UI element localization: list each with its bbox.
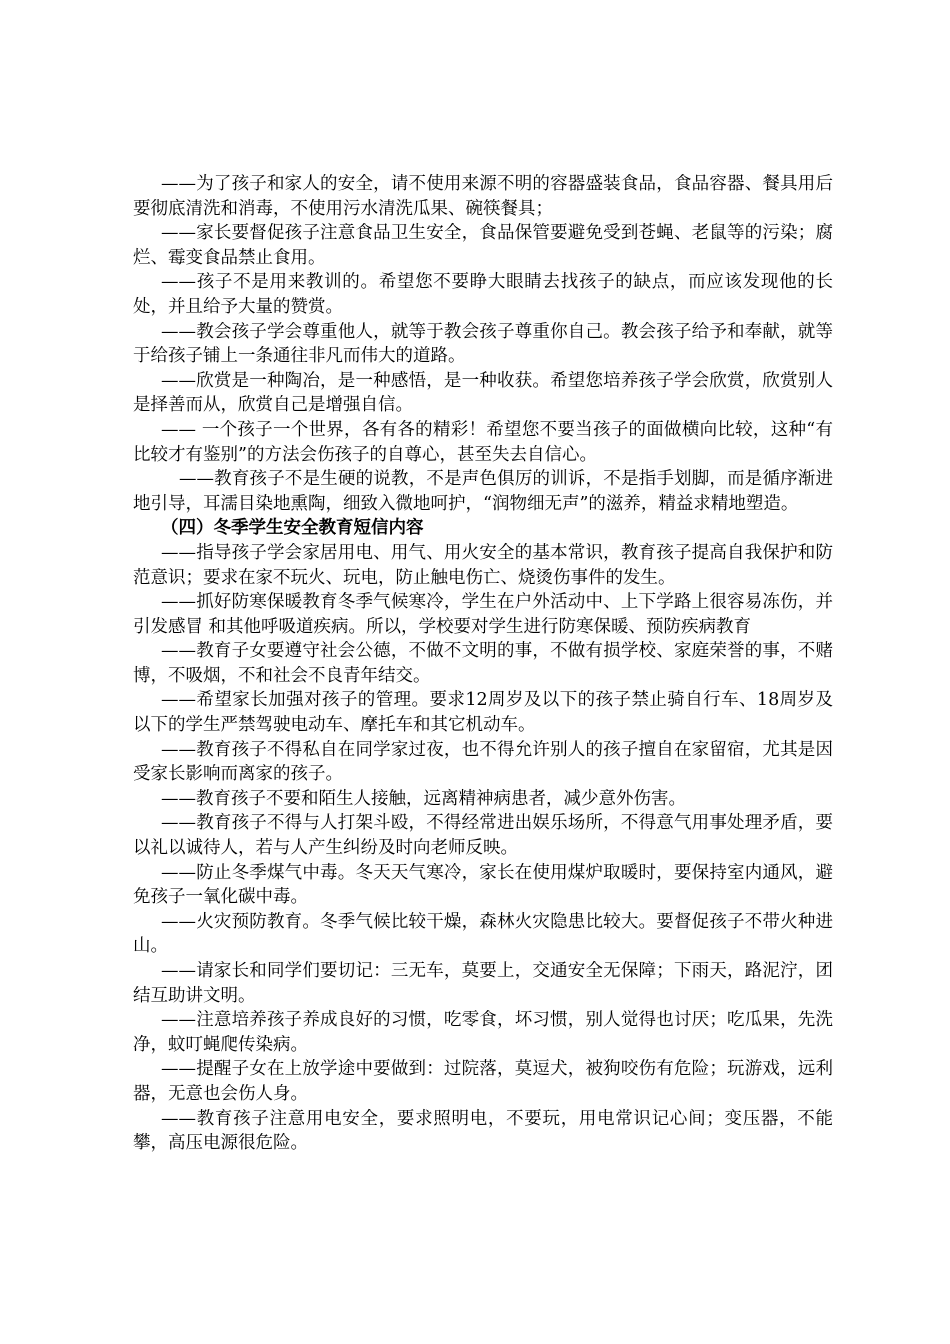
paragraph: ——教育孩子不要和陌生人接触，远离精神病患者，减少意外伤害。 bbox=[161, 788, 686, 809]
paragraph: ——请家长和同学们要切记：三无车，莫要上，交通安全无保障；下雨天，路泥泞，团结互助讲文明。 bbox=[133, 961, 833, 1006]
paragraph: ——防止冬季煤气中毒。冬天天气寒冷，家长在使用煤炉取暖时，要保持室内通风，避免孩子一氧化碳中毒。 bbox=[133, 862, 833, 908]
paragraph: ——抓好防寒保暖教育冬季气候寒冷，学生在户外活动中、上下学路上很容易冻伤，并引发感冒 和其他呼吸道疾病。所以，学校要对学生进行防寒保暖、预防疾病教育 bbox=[133, 592, 833, 637]
paragraph: ——希望家长加强对孩子的管理。要求12周岁及以下的孩子禁止骑自行车、18周岁及以下的学生严禁驾驶电动车、摩托车和其它机动车。 bbox=[133, 690, 833, 736]
paragraph: ——欣赏是一种陶冶，是一种感悟，是一种收获。希望您培养孩子学会欣赏，欣赏别人是择善而从，欣赏自己是增强自信。 bbox=[133, 370, 833, 416]
paragraph: ——火灾预防教育。冬季气候比较干燥，森林火灾隐患比较大。要督促孩子不带火种进山。 bbox=[133, 911, 833, 957]
paragraph: —— 一个孩子一个世界，各有各的精彩！希望您不要当孩子的面做横向比较，这种“有比较才有鉴别”的方法会伤孩子的自尊心，甚至失去自信心。 bbox=[133, 419, 833, 465]
paragraph: ——提醒子女在上放学途中要做到：过院落，莫逗犬，被狗咬伤有危险；玩游戏，远利器，无意也会伤人身。 bbox=[133, 1059, 833, 1104]
paragraph: ——注意培养孩子养成良好的习惯，吃零食，坏习惯，别人觉得也讨厌；吃瓜果，先洗净，蚊叮蝇爬传染病。 bbox=[133, 1010, 833, 1055]
paragraph: ——家长要督促孩子注意食品卫生安全，食品保管要避免受到苍蝇、老鼠等的污染；腐烂、霉变食品禁止食用。 bbox=[133, 223, 833, 268]
document-body bbox=[133, 172, 833, 1156]
paragraph: ——教育孩子注意用电安全，要求照明电，不要玩，用电常识记心间；变压器，不能攀，高压电源很危险。 bbox=[133, 1108, 833, 1154]
paragraph: ——指导孩子学会家居用电、用气、用火安全的基本常识，教育孩子提高自我保护和防范意识；要求在家不玩火、玩电，防止触电伤亡、烧烫伤事件的发生。 bbox=[133, 542, 833, 588]
section-heading: （四）冬季学生安全教育短信内容 bbox=[161, 518, 424, 539]
paragraph: ——为了孩子和家人的安全，请不使用来源不明的容器盛装食品，食品容器、餐具用后要彻底清洗和消毒，不使用污水清洗瓜果、碗筷餐具； bbox=[133, 174, 833, 219]
paragraph: ——教会孩子学会尊重他人，就等于教会孩子尊重你自己。教会孩子给予和奉献，就等于给孩子铺上一条通往非凡而伟大的道路。 bbox=[133, 321, 833, 367]
paragraph: ——教育孩子不得与人打架斗殴，不得经常进出娱乐场所，不得意气用事处理矛盾，要以礼以诚待人，若与人产生纠纷及时向老师反映。 bbox=[133, 813, 833, 859]
paragraph: ——教育孩子不是生硬的说教，不是声色俱厉的训诉，不是指手划脚，而是循序渐进地引导，耳濡目染地熏陶，细致入微地呵护，“润物细无声”的滋养，精益求精地塑造。 bbox=[133, 469, 833, 514]
paragraph: ——孩子不是用来教训的。希望您不要睁大眼睛去找孩子的缺点，而应该发现他的长处，并且给予大量的赞赏。 bbox=[133, 272, 833, 317]
paragraph: ——教育子女要遵守社会公德，不做不文明的事，不做有损学校、家庭荣誉的事，不赌博，不吸烟，不和社会不良青年结交。 bbox=[133, 641, 833, 686]
paragraph: ——教育孩子不得私自在同学家过夜，也不得允许别人的孩子擅自在家留宿，尤其是因受家长影响而离家的孩子。 bbox=[133, 739, 833, 785]
